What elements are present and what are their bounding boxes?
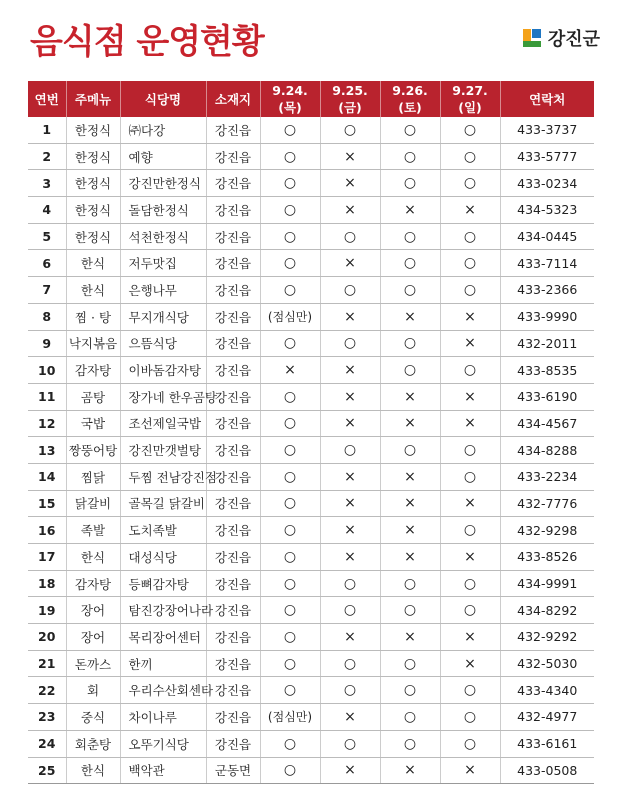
restaurant-name-cell: 저두맛집 xyxy=(120,250,206,277)
status-0926-cell: ○ xyxy=(380,143,440,170)
col-date-0925-header: 9.25.(금) xyxy=(320,81,380,117)
location-cell: 강진읍 xyxy=(206,730,260,757)
status-0926-cell: × xyxy=(380,410,440,437)
table-row xyxy=(28,704,594,731)
status-0927-cell: × xyxy=(440,490,500,517)
status-0926-cell: ○ xyxy=(380,677,440,704)
status-0924-cell: ○ xyxy=(260,223,320,250)
status-0925-cell: ○ xyxy=(320,650,380,677)
contact-cell: 433-6190 xyxy=(500,383,594,410)
gangjin-logo-icon xyxy=(521,27,543,49)
restaurant-name-cell: 돌담한정식 xyxy=(120,197,206,224)
location-cell: 군동면 xyxy=(206,757,260,784)
table-row xyxy=(28,650,594,677)
status-0925-cell: × xyxy=(320,383,380,410)
main-menu-cell: 짱뚱어탕 xyxy=(66,437,120,464)
status-0924-cell: ○ xyxy=(260,463,320,490)
location-cell: 강진읍 xyxy=(206,517,260,544)
restaurant-name-cell: 대성식당 xyxy=(120,544,206,571)
contact-cell: 434-0445 xyxy=(500,223,594,250)
table-row xyxy=(28,517,594,544)
table-row xyxy=(28,330,594,357)
status-0924-cell: ○ xyxy=(260,330,320,357)
status-0924-cell: ○ xyxy=(260,544,320,571)
table-header-row xyxy=(28,81,594,117)
row-number: 17 xyxy=(28,544,66,571)
restaurant-name-cell: 우리수산회센타 xyxy=(120,677,206,704)
table-row xyxy=(28,544,594,571)
status-0926-cell: × xyxy=(380,490,440,517)
restaurant-name-cell: 석천한정식 xyxy=(120,223,206,250)
contact-cell: 433-0234 xyxy=(500,170,594,197)
status-0925-cell: × xyxy=(320,490,380,517)
restaurant-name-cell: 강진만한정식 xyxy=(120,170,206,197)
main-menu-cell: 족발 xyxy=(66,517,120,544)
row-number: 10 xyxy=(28,357,66,384)
status-0927-cell: × xyxy=(440,410,500,437)
table-row xyxy=(28,677,594,704)
restaurant-name-cell: 도치족발 xyxy=(120,517,206,544)
page-title: 음식점 운영현황 xyxy=(30,22,264,62)
col-main-menu-header: 주메뉴 xyxy=(66,81,120,117)
location-cell: 강진읍 xyxy=(206,357,260,384)
table-row xyxy=(28,170,594,197)
row-number: 1 xyxy=(28,117,66,143)
status-0927-cell: × xyxy=(440,330,500,357)
col-date-0926-header: 9.26.(토) xyxy=(380,81,440,117)
row-number: 4 xyxy=(28,197,66,224)
status-0924-cell: ○ xyxy=(260,170,320,197)
contact-cell: 433-8535 xyxy=(500,357,594,384)
status-0925-cell: ○ xyxy=(320,437,380,464)
contact-cell: 432-7776 xyxy=(500,490,594,517)
restaurant-name-cell: 목리장어센터 xyxy=(120,624,206,651)
location-cell: 강진읍 xyxy=(206,410,260,437)
col-contact-header: 연락처 xyxy=(500,81,594,117)
status-0926-cell: ○ xyxy=(380,704,440,731)
status-0925-cell: × xyxy=(320,197,380,224)
status-0926-cell: ○ xyxy=(380,730,440,757)
restaurant-name-cell: 무지개식당 xyxy=(120,303,206,330)
status-0927-cell: ○ xyxy=(440,170,500,197)
status-0925-cell: × xyxy=(320,303,380,330)
status-0925-cell: ○ xyxy=(320,117,380,143)
status-0924-cell: ○ xyxy=(260,410,320,437)
status-0927-cell: ○ xyxy=(440,517,500,544)
status-0926-cell: ○ xyxy=(380,223,440,250)
main-menu-cell: 한정식 xyxy=(66,223,120,250)
restaurant-name-cell: 두찜 전남강진점 xyxy=(120,463,206,490)
contact-cell: 432-4977 xyxy=(500,704,594,731)
restaurant-table xyxy=(28,81,594,784)
row-number: 8 xyxy=(28,303,66,330)
table-row xyxy=(28,624,594,651)
status-0924-cell: (점심만) xyxy=(260,303,320,330)
status-0926-cell: × xyxy=(380,383,440,410)
logo-text: 강진군 xyxy=(547,29,600,50)
location-cell: 강진읍 xyxy=(206,383,260,410)
status-0927-cell: ○ xyxy=(440,117,500,143)
col-number-header: 연번 xyxy=(28,81,66,117)
location-cell: 강진읍 xyxy=(206,223,260,250)
main-menu-cell: 찜 · 탕 xyxy=(66,303,120,330)
status-0924-cell: ○ xyxy=(260,437,320,464)
status-0925-cell: ○ xyxy=(320,677,380,704)
restaurant-table-wrap xyxy=(28,81,594,784)
contact-cell: 434-9991 xyxy=(500,570,594,597)
status-0927-cell: ○ xyxy=(440,730,500,757)
col-date-0927-header: 9.27.(일) xyxy=(440,81,500,117)
status-0926-cell: × xyxy=(380,303,440,330)
location-cell: 강진읍 xyxy=(206,650,260,677)
status-0925-cell: × xyxy=(320,624,380,651)
row-number: 5 xyxy=(28,223,66,250)
main-menu-cell: 회 xyxy=(66,677,120,704)
restaurant-name-cell: 탐진강장어나라 xyxy=(120,597,206,624)
main-menu-cell: 장어 xyxy=(66,624,120,651)
status-0925-cell: ○ xyxy=(320,330,380,357)
contact-cell: 432-5030 xyxy=(500,650,594,677)
location-cell: 강진읍 xyxy=(206,597,260,624)
status-0926-cell: ○ xyxy=(380,597,440,624)
status-0924-cell: ○ xyxy=(260,277,320,304)
row-number: 19 xyxy=(28,597,66,624)
status-0927-cell: ○ xyxy=(440,597,500,624)
main-menu-cell: 한식 xyxy=(66,757,120,784)
status-0927-cell: ○ xyxy=(440,143,500,170)
status-0924-cell: ○ xyxy=(260,197,320,224)
main-menu-cell: 국밥 xyxy=(66,410,120,437)
status-0924-cell: ○ xyxy=(260,250,320,277)
table-row xyxy=(28,410,594,437)
contact-cell: 434-5323 xyxy=(500,197,594,224)
table-row xyxy=(28,463,594,490)
location-cell: 강진읍 xyxy=(206,704,260,731)
status-0927-cell: × xyxy=(440,757,500,784)
row-number: 15 xyxy=(28,490,66,517)
status-0926-cell: × xyxy=(380,517,440,544)
restaurant-name-cell: 골목길 닭갈비 xyxy=(120,490,206,517)
row-number: 12 xyxy=(28,410,66,437)
status-0924-cell: ○ xyxy=(260,383,320,410)
status-0925-cell: × xyxy=(320,250,380,277)
main-menu-cell: 닭갈비 xyxy=(66,490,120,517)
status-0924-cell: ○ xyxy=(260,517,320,544)
table-row xyxy=(28,303,594,330)
table-row xyxy=(28,277,594,304)
row-number: 11 xyxy=(28,383,66,410)
restaurant-name-cell: 은행나무 xyxy=(120,277,206,304)
restaurant-name-cell: ㈜다강 xyxy=(120,117,206,143)
status-0927-cell: × xyxy=(440,383,500,410)
table-row xyxy=(28,730,594,757)
row-number: 20 xyxy=(28,624,66,651)
status-0927-cell: × xyxy=(440,197,500,224)
main-menu-cell: 한정식 xyxy=(66,170,120,197)
main-menu-cell: 한식 xyxy=(66,544,120,571)
contact-cell: 433-3737 xyxy=(500,117,594,143)
location-cell: 강진읍 xyxy=(206,463,260,490)
row-number: 13 xyxy=(28,437,66,464)
status-0927-cell: ○ xyxy=(440,277,500,304)
main-menu-cell: 곰탕 xyxy=(66,383,120,410)
status-0926-cell: ○ xyxy=(380,170,440,197)
status-0925-cell: × xyxy=(320,170,380,197)
contact-cell: 433-8526 xyxy=(500,544,594,571)
status-0925-cell: × xyxy=(320,463,380,490)
status-0926-cell: ○ xyxy=(380,277,440,304)
main-menu-cell: 회춘탕 xyxy=(66,730,120,757)
contact-cell: 433-2366 xyxy=(500,277,594,304)
status-0924-cell: ○ xyxy=(260,677,320,704)
status-0925-cell: × xyxy=(320,410,380,437)
status-0925-cell: ○ xyxy=(320,730,380,757)
status-0926-cell: ○ xyxy=(380,250,440,277)
table-row xyxy=(28,223,594,250)
location-cell: 강진읍 xyxy=(206,437,260,464)
table-row xyxy=(28,143,594,170)
status-0927-cell: ○ xyxy=(440,677,500,704)
col-date-0924-header: 9.24.(목) xyxy=(260,81,320,117)
status-0924-cell: ○ xyxy=(260,650,320,677)
table-row xyxy=(28,757,594,784)
status-0927-cell: ○ xyxy=(440,463,500,490)
status-0924-cell: ○ xyxy=(260,597,320,624)
restaurant-name-cell: 예향 xyxy=(120,143,206,170)
location-cell: 강진읍 xyxy=(206,277,260,304)
status-0927-cell: × xyxy=(440,624,500,651)
location-cell: 강진읍 xyxy=(206,117,260,143)
location-cell: 강진읍 xyxy=(206,330,260,357)
location-cell: 강진읍 xyxy=(206,570,260,597)
main-menu-cell: 한식 xyxy=(66,277,120,304)
status-0926-cell: ○ xyxy=(380,357,440,384)
contact-cell: 433-6161 xyxy=(500,730,594,757)
row-number: 21 xyxy=(28,650,66,677)
row-number: 14 xyxy=(28,463,66,490)
location-cell: 강진읍 xyxy=(206,544,260,571)
col-location-header: 소재지 xyxy=(206,81,260,117)
row-number: 22 xyxy=(28,677,66,704)
row-number: 16 xyxy=(28,517,66,544)
main-menu-cell: 한정식 xyxy=(66,197,120,224)
contact-cell: 433-9990 xyxy=(500,303,594,330)
status-0927-cell: ○ xyxy=(440,223,500,250)
location-cell: 강진읍 xyxy=(206,250,260,277)
status-0925-cell: ○ xyxy=(320,570,380,597)
row-number: 24 xyxy=(28,730,66,757)
main-menu-cell: 감자탕 xyxy=(66,570,120,597)
restaurant-name-cell: 백악관 xyxy=(120,757,206,784)
row-number: 2 xyxy=(28,143,66,170)
status-0926-cell: ○ xyxy=(380,437,440,464)
status-0925-cell: × xyxy=(320,357,380,384)
contact-cell: 432-9298 xyxy=(500,517,594,544)
main-menu-cell: 돈까스 xyxy=(66,650,120,677)
main-menu-cell: 한정식 xyxy=(66,117,120,143)
restaurant-name-cell: 오뚜기식당 xyxy=(120,730,206,757)
main-menu-cell: 감자탕 xyxy=(66,357,120,384)
row-number: 18 xyxy=(28,570,66,597)
table-row xyxy=(28,197,594,224)
contact-cell: 432-2011 xyxy=(500,330,594,357)
status-0926-cell: × xyxy=(380,544,440,571)
contact-cell: 434-4567 xyxy=(500,410,594,437)
status-0924-cell: × xyxy=(260,357,320,384)
restaurant-name-cell: 조선제일국밥 xyxy=(120,410,206,437)
contact-cell: 433-5777 xyxy=(500,143,594,170)
table-row xyxy=(28,357,594,384)
status-0924-cell: ○ xyxy=(260,757,320,784)
status-0926-cell: × xyxy=(380,463,440,490)
location-cell: 강진읍 xyxy=(206,197,260,224)
status-0926-cell: ○ xyxy=(380,330,440,357)
status-0925-cell: ○ xyxy=(320,597,380,624)
restaurant-name-cell: 등뼈감자탕 xyxy=(120,570,206,597)
contact-cell: 433-7114 xyxy=(500,250,594,277)
status-0926-cell: × xyxy=(380,624,440,651)
status-0927-cell: ○ xyxy=(440,357,500,384)
contact-cell: 433-4340 xyxy=(500,677,594,704)
table-row xyxy=(28,490,594,517)
status-0927-cell: × xyxy=(440,544,500,571)
status-0924-cell: ○ xyxy=(260,143,320,170)
main-menu-cell: 중식 xyxy=(66,704,120,731)
status-0924-cell: ○ xyxy=(260,490,320,517)
status-0927-cell: ○ xyxy=(440,570,500,597)
contact-cell: 432-9292 xyxy=(500,624,594,651)
contact-cell: 433-0508 xyxy=(500,757,594,784)
status-0925-cell: × xyxy=(320,757,380,784)
restaurant-name-cell: 장가네 한우곰탕 xyxy=(120,383,206,410)
status-0927-cell: ○ xyxy=(440,704,500,731)
status-0927-cell: × xyxy=(440,303,500,330)
contact-cell: 433-2234 xyxy=(500,463,594,490)
status-0926-cell: ○ xyxy=(380,570,440,597)
status-0924-cell: ○ xyxy=(260,117,320,143)
status-0925-cell: × xyxy=(320,143,380,170)
restaurant-name-cell: 으뜸식당 xyxy=(120,330,206,357)
restaurant-name-cell: 이바돔감자탕 xyxy=(120,357,206,384)
table-row xyxy=(28,383,594,410)
status-0925-cell: × xyxy=(320,704,380,731)
status-0925-cell: ○ xyxy=(320,277,380,304)
table-row xyxy=(28,570,594,597)
restaurant-name-cell: 차이나루 xyxy=(120,704,206,731)
status-0927-cell: × xyxy=(440,650,500,677)
location-cell: 강진읍 xyxy=(206,303,260,330)
row-number: 9 xyxy=(28,330,66,357)
row-number: 23 xyxy=(28,704,66,731)
row-number: 6 xyxy=(28,250,66,277)
location-cell: 강진읍 xyxy=(206,490,260,517)
row-number: 25 xyxy=(28,757,66,784)
main-menu-cell: 낙지볶음 xyxy=(66,330,120,357)
location-cell: 강진읍 xyxy=(206,143,260,170)
main-menu-cell: 찜닭 xyxy=(66,463,120,490)
contact-cell: 434-8292 xyxy=(500,597,594,624)
table-row xyxy=(28,250,594,277)
status-0924-cell: ○ xyxy=(260,570,320,597)
contact-cell: 434-8288 xyxy=(500,437,594,464)
table-row xyxy=(28,597,594,624)
status-0925-cell: × xyxy=(320,544,380,571)
main-menu-cell: 한식 xyxy=(66,250,120,277)
status-0925-cell: × xyxy=(320,517,380,544)
status-0927-cell: ○ xyxy=(440,250,500,277)
location-cell: 강진읍 xyxy=(206,170,260,197)
status-0926-cell: ○ xyxy=(380,117,440,143)
status-0924-cell: ○ xyxy=(260,624,320,651)
table-row xyxy=(28,437,594,464)
status-0926-cell: ○ xyxy=(380,650,440,677)
col-restaurant-name-header: 식당명 xyxy=(120,81,206,117)
restaurant-name-cell: 강진만갯벌탕 xyxy=(120,437,206,464)
status-0925-cell: ○ xyxy=(320,223,380,250)
status-0924-cell: ○ xyxy=(260,730,320,757)
row-number: 3 xyxy=(28,170,66,197)
main-menu-cell: 장어 xyxy=(66,597,120,624)
table-row xyxy=(28,117,594,143)
status-0926-cell: × xyxy=(380,757,440,784)
status-0926-cell: × xyxy=(380,197,440,224)
restaurant-name-cell: 한끼 xyxy=(120,650,206,677)
main-menu-cell: 한정식 xyxy=(66,143,120,170)
row-number: 7 xyxy=(28,277,66,304)
status-0924-cell: (점심만) xyxy=(260,704,320,731)
gangjin-logo xyxy=(521,25,600,51)
location-cell: 강진읍 xyxy=(206,677,260,704)
location-cell: 강진읍 xyxy=(206,624,260,651)
status-0927-cell: ○ xyxy=(440,437,500,464)
